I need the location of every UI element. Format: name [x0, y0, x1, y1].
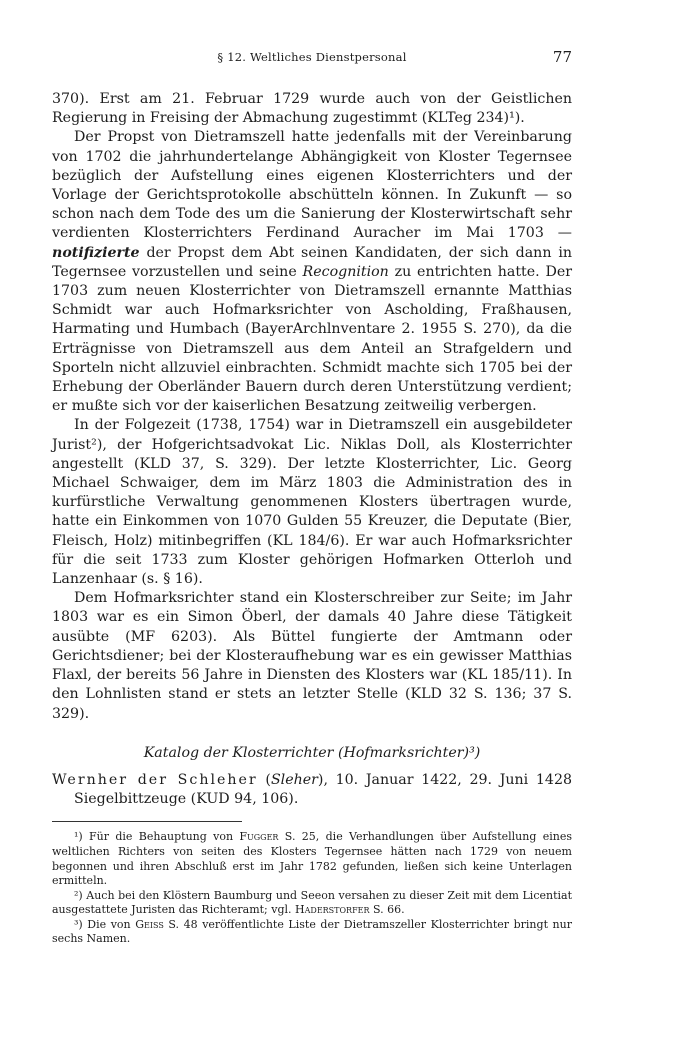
entry-text: ), 10. Januar 1422, 29. Juni 1428 Siegelbittzeuge (KUD 94, 106).	[74, 771, 572, 808]
term-notifizierte: notifizierte	[52, 244, 140, 261]
footnote-1-author: Fugger	[239, 830, 279, 844]
footnote-1	[52, 830, 572, 888]
catalog-heading: Katalog der Klosterrichter (Hofmarksrichter)³)	[143, 744, 481, 761]
paragraph-2-part-a: Der Propst von Dietramszell hatte jedenfalls mit der Vereinbarung von 1702 die jahrhundertelange Abhängigkeit von Kloster Tegernsee bezüglich der Aufstellung eines eigenen Klosterrichters und der Vorlage der Gerichtsprotokolle abschütteln können. In Zukunft — so schon nach dem Tode des um die Sanierung der Klosterwirtschaft sehr verdienten Klosterrichters Ferdinand Auracher im Mai 1703 —	[52, 129, 572, 242]
paragraph-2-part-c: der Propst dem Abt seinen Kandidaten, der sich dann in Tegernsee vorzustellen und seine	[52, 244, 572, 280]
footnote-3-part-b: S. 48 veröffentlichte Liste der Dietramszeller Klosterrichter bringt nur sechs Namen.	[52, 917, 572, 946]
footnote-1-part-b: S. 25, die Verhandlungen über Aufstellung eines weltlichen Richters von seiten des Klosters Tegernsee hätten nach 1729 von neuem begonnen und ihren Abschluß erst im Jahr 1782 gefunden, ließen sich keine Unterlagen ermitteln.	[52, 830, 572, 888]
term-recognition: Recognition	[302, 263, 389, 280]
page-number: 77	[552, 48, 572, 66]
paragraph-4: Dem Hofmarksrichter stand ein Klosterschreiber zur Seite; im Jahr 1803 war es ein Simon Öberl, der damals 40 Jahre diese Tätigkeit ausübte (MF 6203). Als Büttel fungierte der Amtmann oder Gerichtsdiener; bei der Klosteraufhebung war es ein gewisser Matthias Flaxl, der bereits 56 Jahre in Diensten des Klosters war (KL 185/11). In den Lohnlisten stand er stets an letzter Stelle (KLD 32 S. 136; 37 S. 329).	[52, 590, 572, 722]
footnotes	[52, 830, 572, 947]
footnote-1-part-a: ¹) Für die Behauptung von	[74, 830, 240, 844]
entry-variant: Sleher	[270, 771, 318, 788]
entry-open-paren: (	[257, 771, 271, 788]
footnote-rule	[52, 821, 242, 822]
main-text	[52, 90, 572, 947]
paragraph-3: In der Folgezeit (1738, 1754) war in Dietramszell ein ausgebildeter Jurist²), der Hofgerichtsadvokat Lic. Niklas Doll, als Klosterrichter angestellt (KLD 37, S. 329). Der letzte Klosterrichter, Lic. Georg Michael Schwaiger, dem im März 1803 die Administration des in kurfürstliche Verwaltung genommenen Klosters übertragen wurde, hatte ein Einkommen von 1070 Gulden 55 Kreuzer, die Deputate (Bier, Fleisch, Holz) mitinbegriffen (KL 184/6). Er war auch Hofmarksrichter für die seit 1733 zum Kloster gehörigen Hofmarken Otterloh und Lanzenhaar (s. § 16).	[52, 417, 572, 588]
footnote-2-part-a: ²) Auch bei den Klöstern Baumburg und Seeon versahen zu dieser Zeit mit dem Licentiat ausgestattete Juristen das Richteramt; vgl.	[52, 888, 572, 917]
paragraph-2	[52, 128, 572, 416]
footnote-3-author: Geiss	[135, 917, 164, 931]
footnote-2-part-b: S. 66.	[369, 903, 405, 917]
footnote-2	[52, 889, 572, 918]
entry-name: Wernher der Schleher	[52, 771, 258, 788]
paragraph-1: 370). Erst am 21. Februar 1729 wurde auch von der Geistlichen Regierung in Freising der Abmachung zugestimmt (KLTeg 234)¹).	[52, 91, 572, 127]
catalog-entry	[52, 771, 572, 809]
footnote-3	[52, 918, 572, 947]
page-header	[52, 50, 572, 70]
paragraph-2-part-e: zu entrichten hatte. Der 1703 zum neuen Klosterrichter von Dietramszell ernannte Matthias Schmidt war auch Hofmarksrichter von Ascholding, Fraßhausen, Harmating und Humbach (BayerArchlnventare 2. 1955 S. 270), da die Erträgnisse von Dietramszell aus dem Anteil an Strafgeldern und Sporteln nicht allzuviel einbrachten. Schmidt machte sich 1705 bei der Erhebung der Oberländer Bauern durch deren Unterstützung verdient; er mußte sich vor der kaiserlichen Besatzung zeitweilig verbergen.	[52, 263, 573, 415]
running-head: § 12. Weltliches Dienstpersonal	[217, 50, 407, 64]
footnote-2-author: Haderstorfer	[295, 903, 370, 917]
footnote-3-part-a: ³) Die von	[74, 917, 136, 931]
